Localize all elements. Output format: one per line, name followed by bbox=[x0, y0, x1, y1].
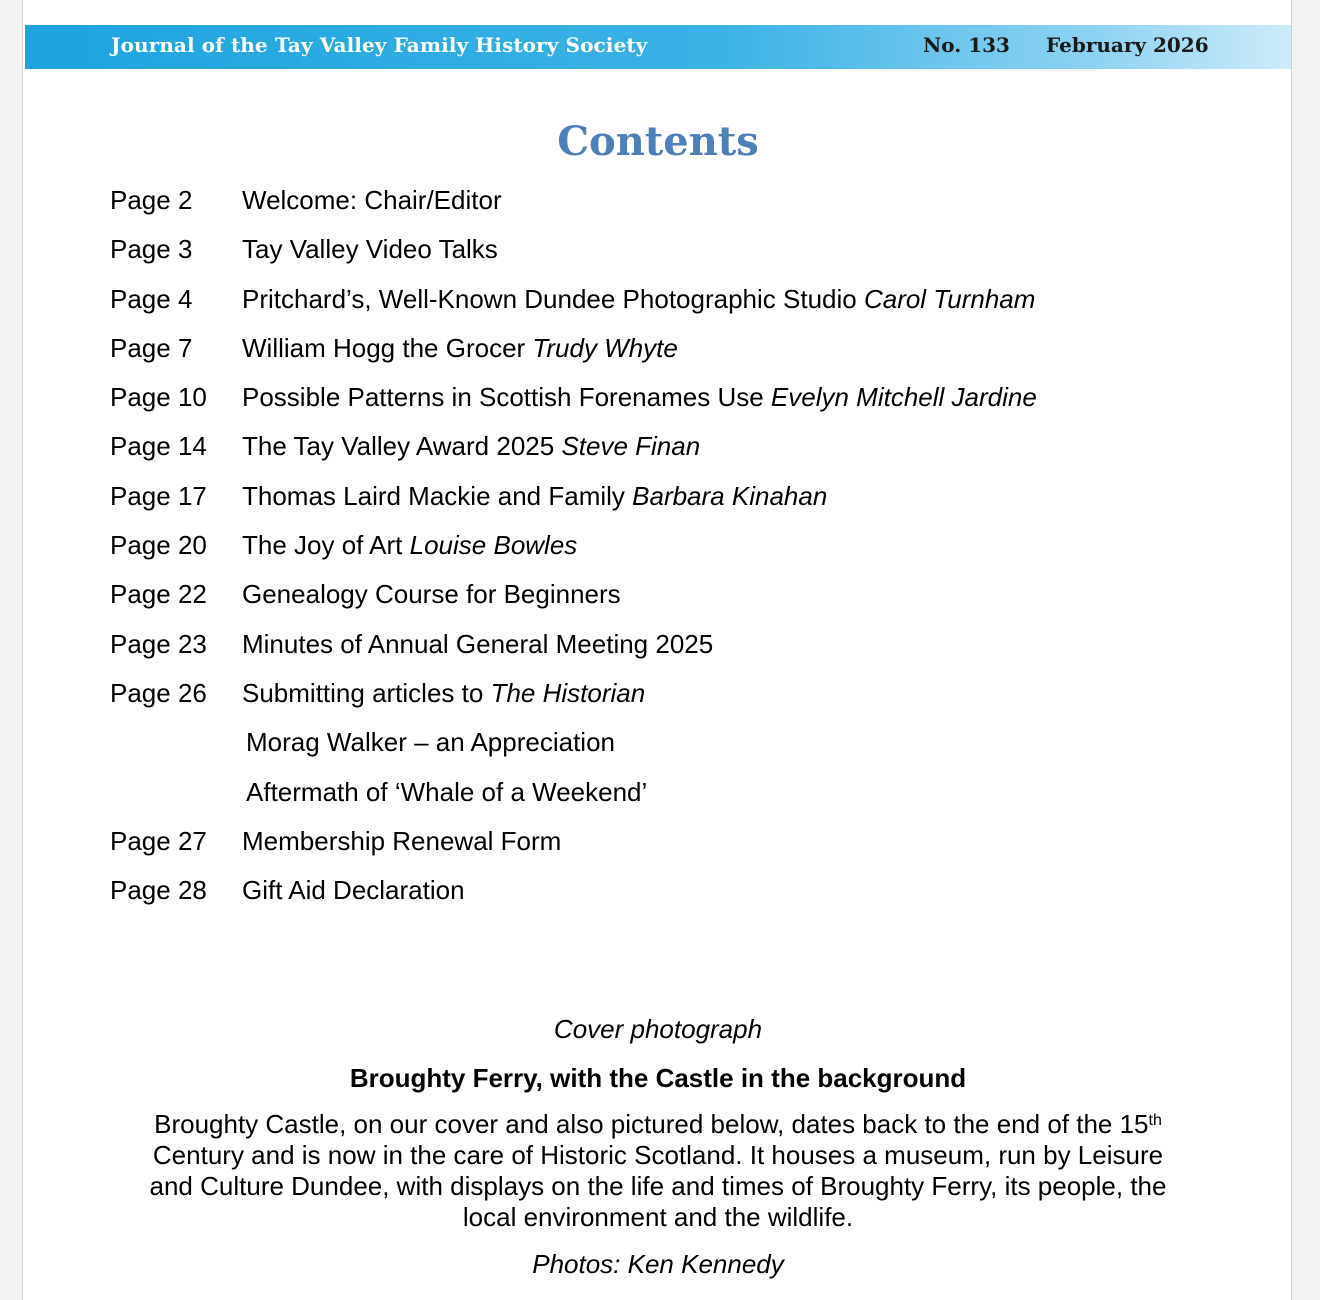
entry-page: Page 17 bbox=[110, 480, 207, 511]
entry-title-text: Pritchard’s, Well-Known Dundee Photographic Studio bbox=[242, 283, 864, 314]
entry-page: Page 3 bbox=[110, 234, 193, 265]
contents-list bbox=[110, 185, 1037, 924]
entry-author: The Historian bbox=[490, 677, 646, 708]
contents-entry bbox=[110, 875, 1037, 924]
entry-page: Page 23 bbox=[110, 628, 207, 659]
entry-title bbox=[242, 234, 498, 265]
description-text-end: Century and is now in the care of Historic Scotland. It houses a museum, run by Leisure and Culture Dundee, with displays on the life and times of Broughty Ferry, its people, the local environment and the wildlife. bbox=[149, 1140, 1167, 1232]
contents-heading: Contents bbox=[557, 118, 759, 165]
entry-page: Page 7 bbox=[110, 332, 193, 363]
entry-title bbox=[242, 579, 621, 610]
entry-title bbox=[242, 185, 502, 216]
entry-page: Page 22 bbox=[110, 579, 207, 610]
contents-entry bbox=[110, 234, 1037, 283]
entry-page: Page 28 bbox=[110, 875, 207, 906]
journal-title: Journal of the Tay Valley Family History Society bbox=[111, 33, 648, 57]
cover-photo-section bbox=[23, 1010, 1293, 1283]
contents-entry bbox=[110, 284, 1037, 333]
entry-title-text: Submitting articles to bbox=[242, 677, 491, 708]
entry-page: Page 10 bbox=[110, 382, 207, 413]
entry-title-text: Tay Valley Video Talks bbox=[242, 234, 498, 265]
entry-author: Barbara Kinahan bbox=[632, 480, 828, 511]
entry-title-text: Aftermath of ‘Whale of a Weekend’ bbox=[246, 776, 648, 807]
header-band bbox=[25, 25, 1291, 69]
photo-credit: Photos: Ken Kennedy bbox=[532, 1249, 784, 1279]
entry-title bbox=[242, 481, 827, 512]
entry-title bbox=[242, 530, 577, 561]
cover-photo-description bbox=[128, 1109, 1188, 1233]
entry-title bbox=[242, 826, 561, 857]
ordinal-suffix: th bbox=[1148, 1112, 1162, 1129]
contents-entry bbox=[110, 431, 1037, 480]
entry-title-text: Morag Walker – an Appreciation bbox=[246, 727, 616, 758]
contents-entry bbox=[110, 530, 1037, 579]
contents-entry bbox=[110, 185, 1037, 234]
entry-title-text: Genealogy Course for Beginners bbox=[242, 579, 621, 610]
entry-title-text: Gift Aid Declaration bbox=[242, 875, 465, 906]
entry-title bbox=[242, 333, 678, 364]
entry-title bbox=[242, 678, 645, 709]
issue-number: No. 133 bbox=[923, 33, 1010, 57]
contents-entry bbox=[110, 678, 1037, 727]
contents-entry bbox=[110, 629, 1037, 678]
entry-title-text: Possible Patterns in Scottish Forenames Use bbox=[242, 382, 771, 413]
entry-title-text: Minutes of Annual General Meeting 2025 bbox=[242, 628, 714, 659]
journal-page bbox=[22, 0, 1292, 1300]
description-text-start: Broughty Castle, on our cover and also pictured below, dates back to the end of the 15 bbox=[154, 1109, 1149, 1139]
entry-title bbox=[242, 875, 465, 906]
issue-date: February 2026 bbox=[1046, 33, 1209, 57]
entry-author: Steve Finan bbox=[561, 431, 701, 462]
entry-title-text: Membership Renewal Form bbox=[242, 825, 562, 856]
entry-title bbox=[242, 629, 713, 660]
entry-title bbox=[242, 727, 615, 758]
entry-title-text: The Tay Valley Award 2025 bbox=[242, 431, 562, 462]
entry-author: Trudy Whyte bbox=[532, 332, 678, 363]
entry-title bbox=[242, 382, 1037, 413]
entry-title-text: William Hogg the Grocer bbox=[242, 332, 533, 363]
entry-author: Louise Bowles bbox=[409, 530, 578, 561]
cover-photo-heading: Broughty Ferry, with the Castle in the background bbox=[349, 1063, 967, 1093]
entry-page: Page 27 bbox=[110, 825, 207, 856]
contents-entry bbox=[110, 727, 1037, 776]
contents-entry bbox=[110, 826, 1037, 875]
cover-photo-label: Cover photograph bbox=[553, 1014, 763, 1044]
entry-page: Page 14 bbox=[110, 431, 207, 462]
entry-title-text: Welcome: Chair/Editor bbox=[242, 185, 502, 215]
entry-title bbox=[242, 431, 700, 462]
contents-entry bbox=[110, 579, 1037, 628]
entry-page: Page 20 bbox=[110, 530, 207, 561]
entry-author: Evelyn Mitchell Jardine bbox=[770, 382, 1037, 413]
contents-entry bbox=[110, 333, 1037, 382]
contents-entry bbox=[110, 382, 1037, 431]
entry-page: Page 26 bbox=[110, 677, 207, 708]
contents-entry bbox=[110, 777, 1037, 826]
entry-page: Page 4 bbox=[110, 283, 193, 314]
entry-author: Carol Turnham bbox=[863, 283, 1036, 314]
entry-title-text: The Joy of Art bbox=[242, 530, 410, 561]
entry-title bbox=[242, 777, 647, 808]
entry-page: Page 2 bbox=[110, 185, 193, 215]
entry-title bbox=[242, 284, 1035, 315]
entry-title-text: Thomas Laird Mackie and Family bbox=[242, 480, 633, 511]
contents-entry bbox=[110, 481, 1037, 530]
